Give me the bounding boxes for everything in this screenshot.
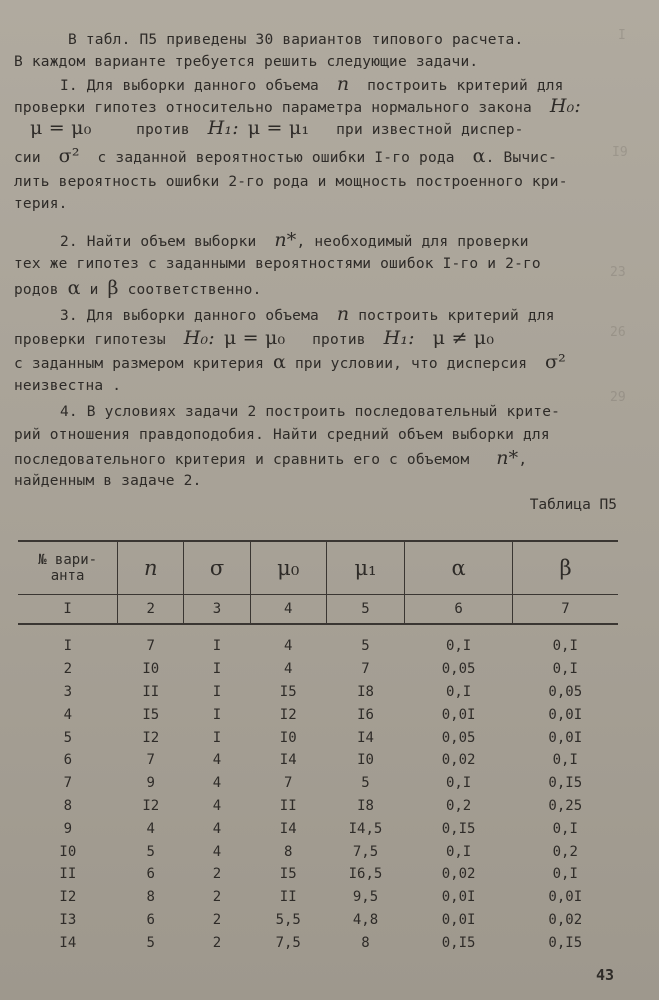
table-cell: II [142,683,160,700]
table-cell: 0,02 [548,911,583,928]
table-cell: 5 [146,843,155,860]
symbol-n-star: n* [496,447,519,469]
table-cell: 2 [212,889,222,906]
table-cell: 0,0I [441,889,476,906]
table-cell: 0,I5 [548,934,583,951]
table-cell: 0,05 [441,661,476,678]
table-cell: 6 [146,911,155,928]
table-cell: 0,0I [441,706,476,723]
table-cell: 0,I [552,661,578,678]
table-cell: 4 [212,820,222,837]
table-cell: I [212,729,222,746]
table-cell: I6 [357,706,374,723]
task1-line-2: проверки гипотез относительно параметра нормального закона H₀: [14,95,581,117]
table-cell: 0,02 [441,866,476,883]
table-cell: 7 [146,752,155,769]
symbol-n-star: n* [274,229,297,251]
table-cell: I [212,638,222,655]
col-number: 6 [405,595,513,625]
symbol-mu-ne-mu0: μ ≠ μ₀ [432,327,495,349]
table-cell: 0,0I [548,706,583,723]
col-number: 4 [250,595,326,625]
table-cell: I4,5 [348,820,383,837]
table-row [18,931,618,954]
table-cell: I2 [142,797,160,814]
table-row [18,703,618,726]
table-cell: 4 [63,706,73,723]
table-cell: I6,5 [348,866,383,883]
table-cell: I3 [59,911,77,928]
bleed-through-mark: I [618,28,626,43]
table-cell: 0,I [552,752,578,769]
table-cell: 0,I5 [548,775,583,792]
symbol-alpha: α [272,351,287,373]
table-row [18,658,618,681]
table-cell: 5,5 [275,911,301,928]
table-cell: 9 [146,775,155,792]
table-cell: II [279,889,297,906]
table-cell: 7,5 [275,934,301,951]
task2-line-3: родов α и β соответственно. [14,277,262,299]
table-cell: I [212,706,222,723]
table-cell: 0,0I [548,889,583,906]
table-cell: 4 [284,661,293,678]
table-row [18,863,618,886]
table-row [18,817,618,840]
table-cell: 8 [361,934,370,951]
intro-line-2: В каждом варианте требуется решить следующие задачи. [14,54,479,70]
table-cell: 0,05 [548,683,583,700]
col-header-alpha: α [405,541,513,595]
table-cell: I4 [279,820,297,837]
table-cell: 9,5 [352,889,379,906]
task4-line-1: 4. В условиях задачи 2 построить последовательный крите- [60,404,561,420]
table-cell: I2 [142,729,160,746]
symbol-sigma-squared: σ² [58,145,80,167]
col-header-mu0: μ₀ [250,541,326,595]
task3-line-3: с заданным размером критерия α при условии, что дисперсия σ² [14,351,567,373]
table-cell: 2 [63,661,73,678]
task4-line-3: последовательного критерия и сравнить его с объемом n*, [14,447,528,469]
table-cell: I0 [357,752,374,769]
page-number: 43 [596,966,615,984]
table-cell: 0,02 [441,752,476,769]
symbol-alpha: α [472,145,486,167]
table-row [18,772,618,795]
col-header-n: n [118,541,184,595]
table-cell: I4 [357,729,374,746]
intro-line-1: В табл. П5 приведены 30 вариантов типового расчета. [68,32,524,48]
table-row [18,681,618,704]
bleed-through-mark: I9 [612,145,628,160]
col-number: 3 [184,595,250,625]
symbol-n: n [336,303,350,325]
symbol-n: n [336,73,350,95]
symbol-beta: β [107,277,119,299]
table-row [18,749,618,772]
table-cell: I2 [59,889,77,906]
table-cell: 8 [146,889,155,906]
table-cell: II [59,866,77,883]
table-cell: 4 [212,752,222,769]
table-cell: 8 [284,843,293,860]
table-cell: 4 [212,797,222,814]
task4-line-4: найденным в задаче 2. [14,473,202,489]
table-cell: I8 [357,797,374,814]
table-cell: 4 [146,820,155,837]
table-cell: 0,I [445,683,472,700]
table-cell: 7 [63,775,73,792]
symbol-H0: H₀: [549,95,581,117]
table-cell: 0,I [445,775,472,792]
table-cell: 8 [63,797,73,814]
table-cell: I0 [142,661,160,678]
table-cell: 0,2 [552,843,578,860]
table-cell: 5 [146,934,155,951]
variants-table [18,540,618,954]
table-cell: I5 [279,683,297,700]
table-cell: I4 [59,934,77,951]
table-cell: 4,8 [352,911,379,928]
table-caption: Таблица П5 [529,497,617,513]
table-row [18,886,618,909]
table-cell: 4 [212,775,222,792]
table-cell: 7,5 [352,843,379,860]
table-cell: I8 [357,683,374,700]
symbol-mu-eq-mu1: μ = μ₁ [247,117,310,139]
task1-line-6: терия. [14,196,68,212]
col-number: 7 [513,595,618,625]
task1-line-4: сии σ² с заданной вероятностью ошибки I-го рода α. Вычис- [14,145,558,167]
col-header-sigma: σ [184,541,250,595]
table-cell: 0,05 [441,729,476,746]
symbol-H1: H₁: [383,327,415,349]
table-cell: 7 [146,638,155,655]
table-cell: I4 [279,752,297,769]
task4-line-2: рий отношения правдоподобия. Найти средний объем выборки для [14,427,550,443]
table-cell: 7 [361,661,370,678]
col-header-beta: β [513,541,618,595]
table-cell: 4 [284,638,293,655]
task2-line-2: тех же гипотез с заданными вероятностями ошибок I-го и 2-го [14,256,541,272]
table-cell: 0,I [445,638,472,655]
table-cell: 4 [212,843,222,860]
col-header-variant: № вари- анта [18,541,118,595]
symbol-mu-eq-mu0: μ = μ₀ [30,117,92,139]
task3-line-4: неизвестна . [14,378,122,394]
task1-line-1: I. Для выборки данного объема n построить критерий для [60,73,564,95]
table-row [18,795,618,818]
table-cell: I5 [279,866,297,883]
table-row [18,624,618,658]
table-cell: II [279,797,297,814]
table-cell: 0,0I [441,911,476,928]
bleed-through-mark: 23 [610,265,626,280]
table-cell: 7 [284,775,293,792]
table-cell: 2 [212,934,222,951]
table-cell: 6 [146,866,155,883]
task1-line-3: μ = μ₀ против H₁: μ = μ₁ при известной диспер- [30,117,524,139]
table-row [18,840,618,863]
symbol-H0: H₀: [183,327,215,349]
col-number: 5 [326,595,404,625]
task3-line-2: проверки гипотезы H₀: μ = μ₀ против H₁: μ ≠ μ₀ [14,327,495,349]
table-body [18,624,618,954]
task1-line-5: лить вероятность ошибки 2-го рода и мощность построенного кри- [14,174,568,190]
table-cell: I [212,683,222,700]
table-row [18,726,618,749]
table-cell: 0,I [552,820,578,837]
table-cell: 2 [212,911,222,928]
table-header-row [18,541,618,595]
table-row [18,909,618,932]
col-number: I [18,595,118,625]
symbol-H1: H₁: [207,117,239,139]
table-cell: 0,I [552,866,578,883]
table-cell: 6 [63,752,73,769]
table-cell: I0 [59,843,77,860]
table-cell: 0,25 [548,797,583,814]
table-cell: 0,I5 [441,934,476,951]
bleed-through-mark: 26 [610,325,626,340]
table-cell: 9 [63,820,73,837]
symbol-sigma-squared: σ² [545,351,567,373]
table-cell: I2 [279,706,297,723]
table-cell: 2 [212,866,222,883]
table-cell: I [212,661,222,678]
table-column-numbers-row [18,595,618,625]
symbol-alpha: α [67,277,81,299]
table-cell: I5 [142,706,160,723]
table-cell: 0,I [552,638,578,655]
table-cell: 5 [361,638,370,655]
table-cell: I [63,638,73,655]
table-cell: I0 [279,729,297,746]
table-cell: 0,I [445,843,472,860]
col-number: 2 [118,595,184,625]
symbol-mu-eq-mu0: μ = μ₀ [223,327,286,349]
bleed-through-mark: 29 [610,390,626,405]
table-cell: 5 [361,775,370,792]
table-cell: 0,I5 [441,820,476,837]
table-cell: 0,2 [445,797,472,814]
col-header-mu1: μ₁ [326,541,404,595]
task3-line-1: 3. Для выборки данного объема n построить критерий для [60,303,555,325]
table-cell: 0,0I [548,729,583,746]
table-cell: 3 [63,683,73,700]
task2-line-1: 2. Найти объем выборки n*, необходимый для проверки [60,229,529,251]
table-cell: 5 [63,729,73,746]
